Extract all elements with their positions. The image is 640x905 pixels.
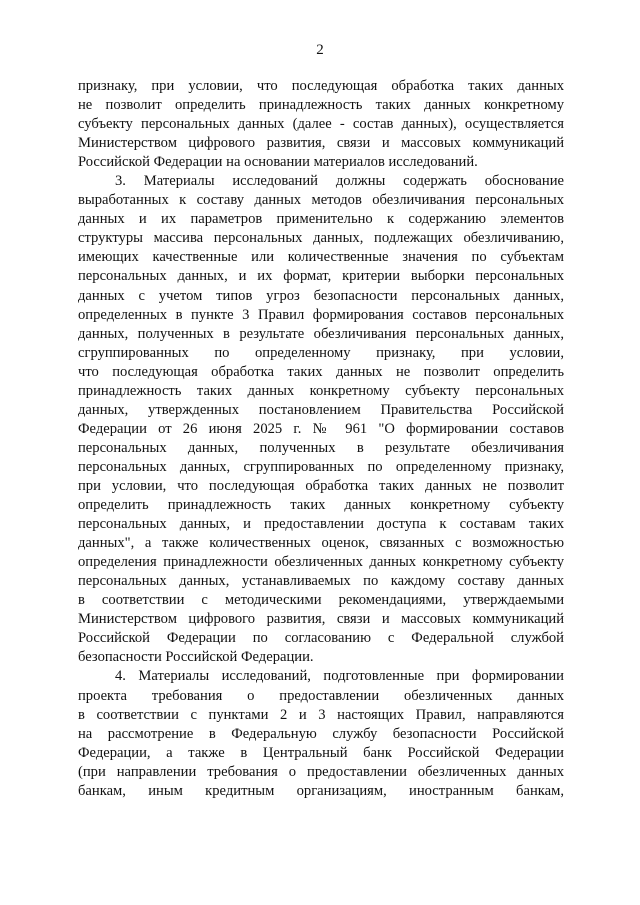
text-line: Министерством цифрового развития, связи и массовых коммуникаций bbox=[78, 611, 564, 628]
text-line: 3. Материалы исследований должны содержать обоснование bbox=[115, 173, 564, 190]
text-line: безопасности Российской Федерации. bbox=[78, 649, 314, 666]
text-line: персональных данных, сгруппированных по определенному признаку, bbox=[78, 458, 564, 475]
text-line: (при направлении требования о предоставлении обезличенных данных bbox=[78, 763, 564, 780]
text-line: определенных в пункте 3 Правил формирования составов персональных bbox=[78, 306, 564, 323]
text-line: структуры массива персональных данных, подлежащих обезличиванию, bbox=[78, 230, 564, 247]
text-line: персональных данных, полученных в результате обезличивания bbox=[78, 439, 564, 456]
paragraph-item-4 bbox=[78, 667, 564, 800]
text-line: определить принадлежность таких данных конкретному субъекту bbox=[78, 497, 564, 514]
text-line: при условии, что последующая обработка таких данных не позволит bbox=[78, 477, 564, 494]
text-line: персональных данных, и предоставлении доступа к составам таких bbox=[78, 516, 564, 533]
text-line: данных, полученных в результате обезличивания персональных данных, bbox=[78, 325, 564, 342]
text-line: Министерством цифрового развития, связи и массовых коммуникаций bbox=[78, 135, 564, 152]
text-line: признаку, при условии, что последующая обработка таких данных bbox=[78, 78, 564, 94]
paragraph-continuation bbox=[78, 77, 564, 172]
text-line: данных", а также количественных оценок, связанных с возможностью bbox=[78, 535, 564, 552]
text-line: банкам, иным кредитным организациям, иностранным банкам, bbox=[78, 782, 564, 799]
text-line: персональных данных, устанавливаемых по каждому составу данных bbox=[78, 573, 564, 590]
text-line: не позволит определить принадлежность таких данных конкретному bbox=[78, 97, 564, 114]
text-line: данных, утвержденных постановлением Правительства Российской bbox=[78, 401, 564, 418]
paragraph-item-3 bbox=[78, 172, 564, 667]
text-line: в соответствии с методическими рекомендациями, утверждаемыми bbox=[78, 592, 564, 609]
text-line: Федерации от 26 июня 2025 г. № 961 "О формировании составов bbox=[78, 420, 564, 437]
text-line: субъекту персональных данных (далее - состав данных), осуществляется bbox=[78, 116, 564, 133]
text-line: данных с учетом типов угроз безопасности персональных данных, bbox=[78, 287, 564, 304]
text-line: определения принадлежности обезличенных данных конкретному субъекту bbox=[78, 554, 564, 571]
text-line: принадлежность таких данных конкретному субъекту персональных bbox=[78, 382, 564, 399]
text-line: Российской Федерации на основании материалов исследований. bbox=[78, 154, 478, 171]
page-number: 2 bbox=[316, 42, 324, 58]
text-line: имеющих качественные или количественные значения по субъектам bbox=[78, 249, 564, 266]
text-line: выработанных к составу данных методов обезличивания персональных bbox=[78, 192, 564, 209]
text-line: 4. Материалы исследований, подготовленные при формировании bbox=[115, 668, 564, 685]
text-line: персональных данных, и их формат, критерии выборки персональных bbox=[78, 268, 564, 285]
text-line: в соответствии с пунктами 2 и 3 настоящих Правил, направляются bbox=[78, 706, 564, 723]
document-body bbox=[78, 77, 564, 801]
text-line: на рассмотрение в Федеральную службу безопасности Российской bbox=[78, 725, 564, 742]
text-line: Федерации, а также в Центральный банк Российской Федерации bbox=[78, 744, 564, 761]
text-line: сгруппированных по определенному признаку, при условии, bbox=[78, 344, 564, 361]
text-line: данных и их параметров применительно к содержанию элементов bbox=[78, 211, 564, 228]
text-line: что последующая обработка таких данных не позволит определить bbox=[78, 363, 564, 380]
text-line: Российской Федерации по согласованию с Федеральной службой bbox=[78, 630, 564, 647]
text-line: проекта требования о предоставлении обезличенных данных bbox=[78, 687, 564, 704]
